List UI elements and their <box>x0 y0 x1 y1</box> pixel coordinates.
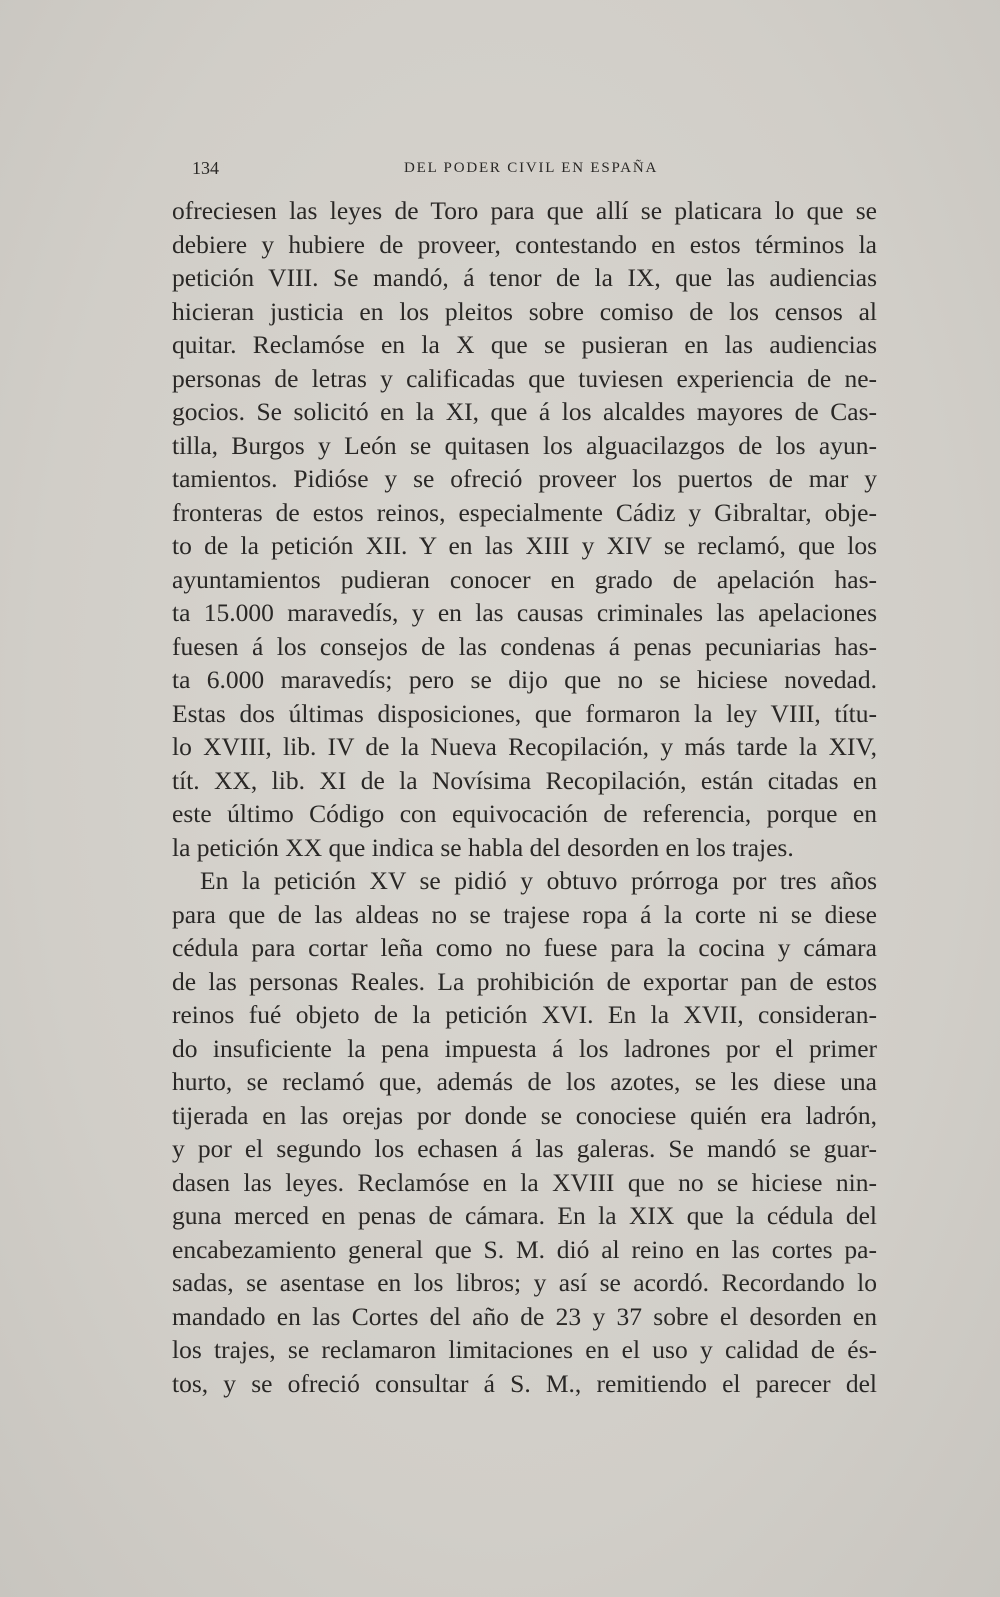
page-number: 134 <box>192 158 219 178</box>
text-line: gocios. Se solicitó en la XI, que á los alcaldes mayores de Cas- <box>172 397 877 426</box>
text-line: tilla, Burgos y León se quitasen los alguacilazgos de los ayun- <box>172 430 877 460</box>
text-line: debiere y hubiere de proveer, contestando en estos términos la <box>172 229 877 259</box>
text-line: lo XVIII, lib. IV de la Nueva Recopilación, y más tarde la XIV, <box>172 732 877 761</box>
text-line: mandado en las Cortes del año de 23 y 37 sobre el desorden en <box>172 1301 877 1331</box>
text-line: reinos fué objeto de la petición XVI. En la XVII, consideran- <box>172 1000 877 1029</box>
text-line: para que de las aldeas no se trajese ropa á la corte ni se diese <box>172 899 877 929</box>
text-line: fuesen á los consejos de las condenas á penas pecuniarias has- <box>172 631 877 661</box>
text-line: do insuficiente la pena impuesta á los ladrones por el primer <box>172 1033 877 1063</box>
text-line: sadas, se asentase en los libros; y así se acordó. Recordando lo <box>172 1268 877 1297</box>
text-line: tijerada en las orejas por donde se conociese quién era ladrón, <box>172 1100 877 1130</box>
text-line: los trajes, se reclamaron limitaciones en el uso y calidad de és- <box>172 1335 877 1364</box>
text-line: petición VIII. Se mandó, á tenor de la IX, que las audiencias <box>172 263 877 292</box>
text-line: dasen las leyes. Reclamóse en la XVIII que no se hiciese nin- <box>172 1167 877 1197</box>
text-line: ayuntamientos pudieran conocer en grado de apelación has- <box>172 564 877 594</box>
text-line: encabezamiento general que S. M. dió al reino en las cortes pa- <box>172 1234 877 1264</box>
text-line: En la petición XV se pidió y obtuvo prórroga por tres años <box>200 866 877 895</box>
text-line: to de la petición XII. Y en las XIII y XIV se reclamó, que los <box>172 531 877 560</box>
text-line: guna merced en penas de cámara. En la XIX que la cédula del <box>172 1201 877 1230</box>
text-line: y por el segundo los echasen á las galeras. Se mandó se guar- <box>172 1134 877 1163</box>
text-line: hicieran justicia en los pleitos sobre comiso de los censos al <box>172 296 877 326</box>
running-title: DEL PODER CIVIL EN ESPAÑA <box>404 160 659 176</box>
text-line: hurto, se reclamó que, además de los azotes, se les diese una <box>172 1067 877 1096</box>
text-line: este último Código con equivocación de referencia, porque en <box>172 799 877 828</box>
text-line: ta 15.000 maravedís, y en las causas criminales las apelaciones <box>172 598 877 627</box>
text-line: ofreciesen las leyes de Toro para que allí se platicara lo que se <box>172 196 877 225</box>
text-line: tamientos. Pidióse y se ofreció proveer los puertos de mar y <box>172 464 877 493</box>
text-line: cédula para cortar leña como no fuese para la cocina y cámara <box>172 933 877 962</box>
text-line: tít. XX, lib. XI de la Novísima Recopilación, están citadas en <box>172 765 877 795</box>
text-line: tos, y se ofreció consultar á S. M., remitiendo el parecer del <box>172 1368 877 1398</box>
body-text <box>172 194 877 1400</box>
text-line: Estas dos últimas disposiciones, que formaron la ley VIII, títu- <box>172 698 877 728</box>
text-line: quitar. Reclamóse en la X que se pusieran en las audiencias <box>172 330 877 359</box>
text-line: ta 6.000 maravedís; pero se dijo que no se hiciese novedad. <box>172 665 877 694</box>
text-line: de las personas Reales. La prohibición de exportar pan de estos <box>172 966 877 996</box>
running-head <box>192 158 868 182</box>
text-line: fronteras de estos reinos, especialmente Cádiz y Gibraltar, obje- <box>172 497 877 527</box>
text-line: la petición XX que indica se habla del desorden en los trajes. <box>172 832 794 862</box>
text-line: personas de letras y calificadas que tuviesen experiencia de ne- <box>172 363 877 393</box>
